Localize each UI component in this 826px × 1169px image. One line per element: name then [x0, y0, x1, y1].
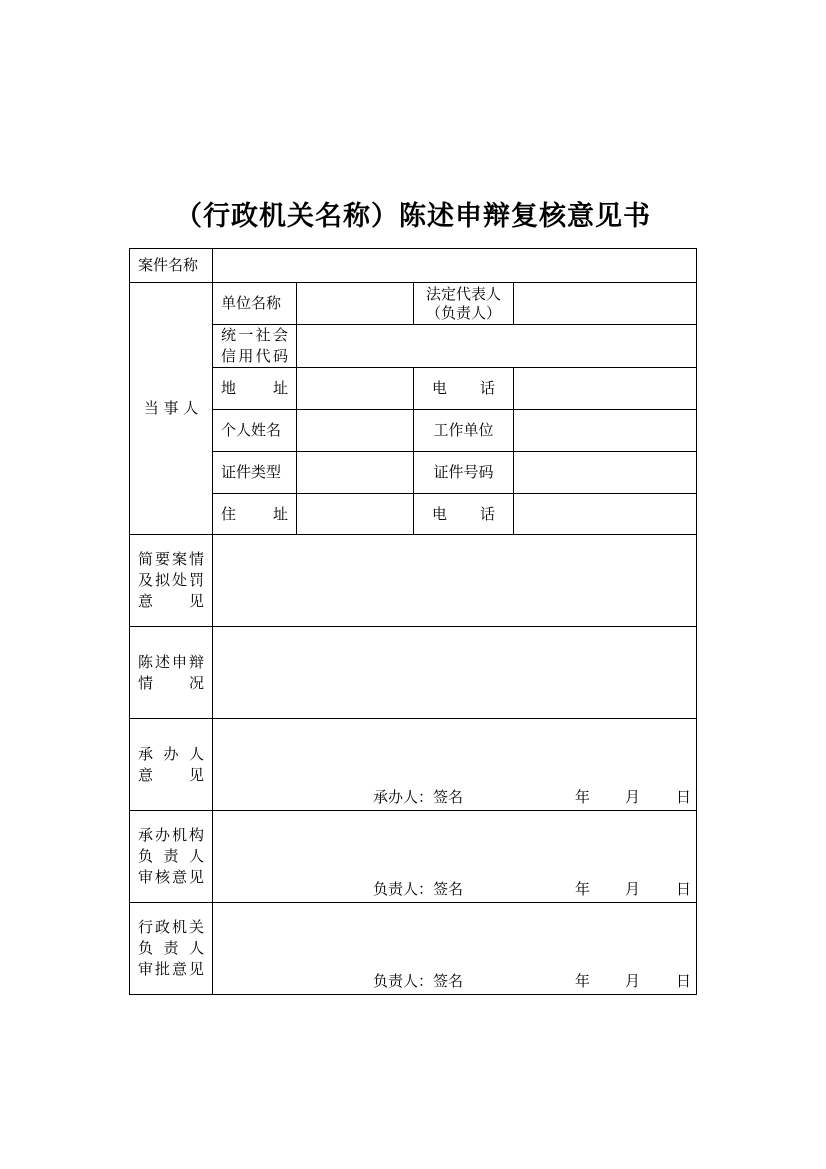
person-name-label: 个人姓名 [213, 410, 297, 452]
handler-label-line1: 承办人 [138, 744, 204, 763]
residence-label: 住址 [213, 494, 297, 535]
id-row [130, 452, 697, 494]
case-name-field[interactable] [213, 249, 697, 283]
handler-row [130, 719, 697, 811]
defense-label [130, 627, 213, 719]
party-label: 当 事 人 [130, 283, 213, 535]
id-number-field[interactable] [514, 452, 697, 494]
phone2-label: 电话 [414, 494, 514, 535]
id-number-label: 证件号码 [414, 452, 514, 494]
month-label: 月 [625, 880, 641, 898]
admin-label-line3: 审批意见 [138, 960, 204, 978]
unit-name-row [130, 283, 697, 325]
handler-label [130, 719, 213, 811]
phone-label: 电话 [414, 368, 514, 410]
id-type-field[interactable] [297, 452, 414, 494]
legal-rep-field[interactable] [514, 283, 697, 325]
admin-label-line1: 行政机关 [138, 918, 204, 936]
day-label: 日 [676, 788, 692, 806]
page-title: （行政机关名称）陈述申辩复核意见书 [175, 201, 651, 232]
legal-rep-label-line1: 法定代表人 [425, 284, 501, 303]
admin-label [130, 903, 213, 995]
admin-label-line2: 负责人 [138, 939, 204, 957]
handler-label-line2: 意见 [138, 765, 204, 784]
year-label: 年 [575, 788, 591, 806]
reviewer-signature-label: 负责人：签名 [373, 880, 464, 898]
handler-signature-line [213, 786, 696, 806]
year-label: 年 [575, 880, 591, 898]
month-label: 月 [625, 972, 641, 990]
credit-code-label-line2: 信用代码 [221, 347, 288, 365]
year-label: 年 [575, 972, 591, 990]
handler-field[interactable] [213, 719, 697, 811]
agency-label [130, 811, 213, 903]
agency-label-line1: 承办机构 [138, 826, 204, 844]
approver-signature-line [213, 970, 696, 990]
brief-label-line2: 及拟处罚 [138, 571, 204, 589]
brief-label-line3: 意见 [138, 592, 204, 610]
work-unit-label: 工作单位 [414, 410, 514, 452]
month-label: 月 [625, 788, 641, 806]
residence-field[interactable] [297, 494, 414, 535]
person-row [130, 410, 697, 452]
address-label: 地址 [213, 368, 297, 410]
unit-name-label: 单位名称 [213, 283, 297, 325]
defense-row [130, 627, 697, 719]
admin-row [130, 903, 697, 995]
phone2-field[interactable] [514, 494, 697, 535]
approver-signature-label: 负责人：签名 [373, 972, 464, 990]
brief-label-line1: 简要案情 [138, 550, 204, 568]
agency-row [130, 811, 697, 903]
legal-rep-label-line2: （负责人） [425, 303, 501, 322]
residence-row [130, 494, 697, 535]
admin-field[interactable] [213, 903, 697, 995]
legal-rep-label [414, 283, 514, 325]
day-label: 日 [676, 880, 692, 898]
brief-row [130, 535, 697, 627]
address-field[interactable] [297, 368, 414, 410]
agency-label-line2: 负责人 [138, 847, 204, 865]
defense-label-line1: 陈述申辩 [138, 652, 204, 671]
credit-code-row [130, 325, 697, 368]
person-name-field[interactable] [297, 410, 414, 452]
unit-name-field[interactable] [297, 283, 414, 325]
brief-label [130, 535, 213, 627]
agency-field[interactable] [213, 811, 697, 903]
defense-label-line2: 情况 [138, 673, 204, 692]
reviewer-signature-line [213, 878, 696, 898]
day-label: 日 [676, 972, 692, 990]
case-name-label: 案件名称 [130, 249, 213, 283]
credit-code-field[interactable] [297, 325, 697, 368]
id-type-label: 证件类型 [213, 452, 297, 494]
credit-code-label-line1: 统一社会 [221, 326, 288, 344]
address-row [130, 368, 697, 410]
phone-field[interactable] [514, 368, 697, 410]
case-name-row [130, 249, 697, 283]
work-unit-field[interactable] [514, 410, 697, 452]
agency-label-line3: 审核意见 [138, 868, 204, 886]
review-form-table [129, 248, 697, 995]
brief-field[interactable] [213, 535, 697, 627]
handler-signature-label: 承办人：签名 [373, 788, 464, 806]
defense-field[interactable] [213, 627, 697, 719]
credit-code-label [213, 325, 297, 368]
